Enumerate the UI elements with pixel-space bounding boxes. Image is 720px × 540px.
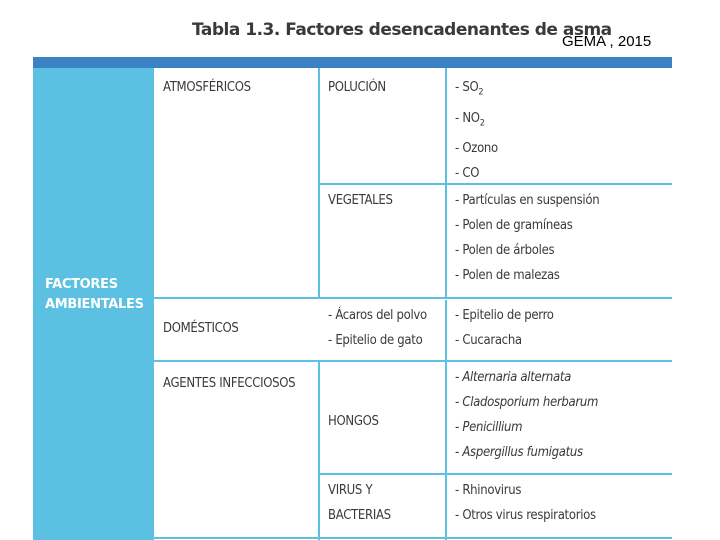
domesticos-middle-list	[328, 303, 427, 353]
divider-vertical	[445, 300, 447, 540]
side-label-line1: FACTORES	[45, 277, 118, 292]
subcategory-virus	[328, 478, 391, 528]
virus-label-line2: BACTERIAS	[328, 508, 391, 523]
list-item: - $NO_2$	[455, 110, 485, 129]
list-item: - $SO_2$	[455, 80, 484, 98]
list-item: - Alternaria alternata	[455, 370, 572, 385]
list-item: - Penicillium	[455, 420, 523, 435]
list-item: - Epitelio de gato	[328, 333, 423, 348]
list-item: - Rhinovirus	[455, 483, 522, 498]
list-item: - Polen de gramíneas	[455, 218, 573, 233]
hongos-list	[455, 365, 598, 465]
divider-horizontal	[318, 473, 445, 475]
side-label-line2: AMBIENTALES	[45, 297, 144, 312]
list-item: - Polen de malezas	[455, 268, 560, 283]
side-panel	[33, 68, 154, 540]
table-title: Tabla 1.3. Factores desencadenantes de asma	[192, 20, 612, 40]
list-item: - Ácaros del polvo	[328, 308, 427, 323]
divider-horizontal	[33, 537, 672, 539]
category-domesticos: DOMÉSTICOS	[163, 321, 239, 336]
list-item: - Otros virus respiratorios	[455, 508, 596, 523]
divider-horizontal	[445, 473, 672, 475]
table-header-bar	[33, 57, 672, 68]
list-item: - Cladosporium herbarum	[455, 395, 599, 410]
vegetales-list	[455, 188, 599, 288]
source-citation: GEMA , 2015	[562, 33, 652, 50]
polucion-list	[455, 75, 498, 186]
list-item: - Polen de árboles	[455, 243, 555, 258]
virus-list	[455, 478, 596, 528]
virus-label-line1: VIRUS Y	[328, 483, 373, 498]
list-item: - Ozono	[455, 141, 498, 157]
list-item: - CO	[455, 166, 480, 182]
subcategory-hongos: HONGOS	[328, 414, 379, 429]
side-label	[45, 275, 144, 315]
divider-vertical	[318, 362, 320, 540]
divider-horizontal	[154, 360, 672, 362]
domesticos-right-list	[455, 303, 554, 353]
category-infecciosos: AGENTES INFECCIOSOS	[163, 376, 296, 391]
list-item: - Aspergillus fumigatus	[455, 445, 583, 460]
list-item: - Cucaracha	[455, 333, 522, 348]
list-item: - Partículas en suspensión	[455, 193, 600, 208]
category-atmosfericos: ATMOSFÉRICOS	[163, 80, 251, 95]
divider-horizontal	[154, 297, 672, 299]
subcategory-vegetales: VEGETALES	[328, 193, 393, 208]
subcategory-polucion: POLUCIÓN	[328, 80, 386, 95]
list-item: - Epitelio de perro	[455, 308, 554, 323]
